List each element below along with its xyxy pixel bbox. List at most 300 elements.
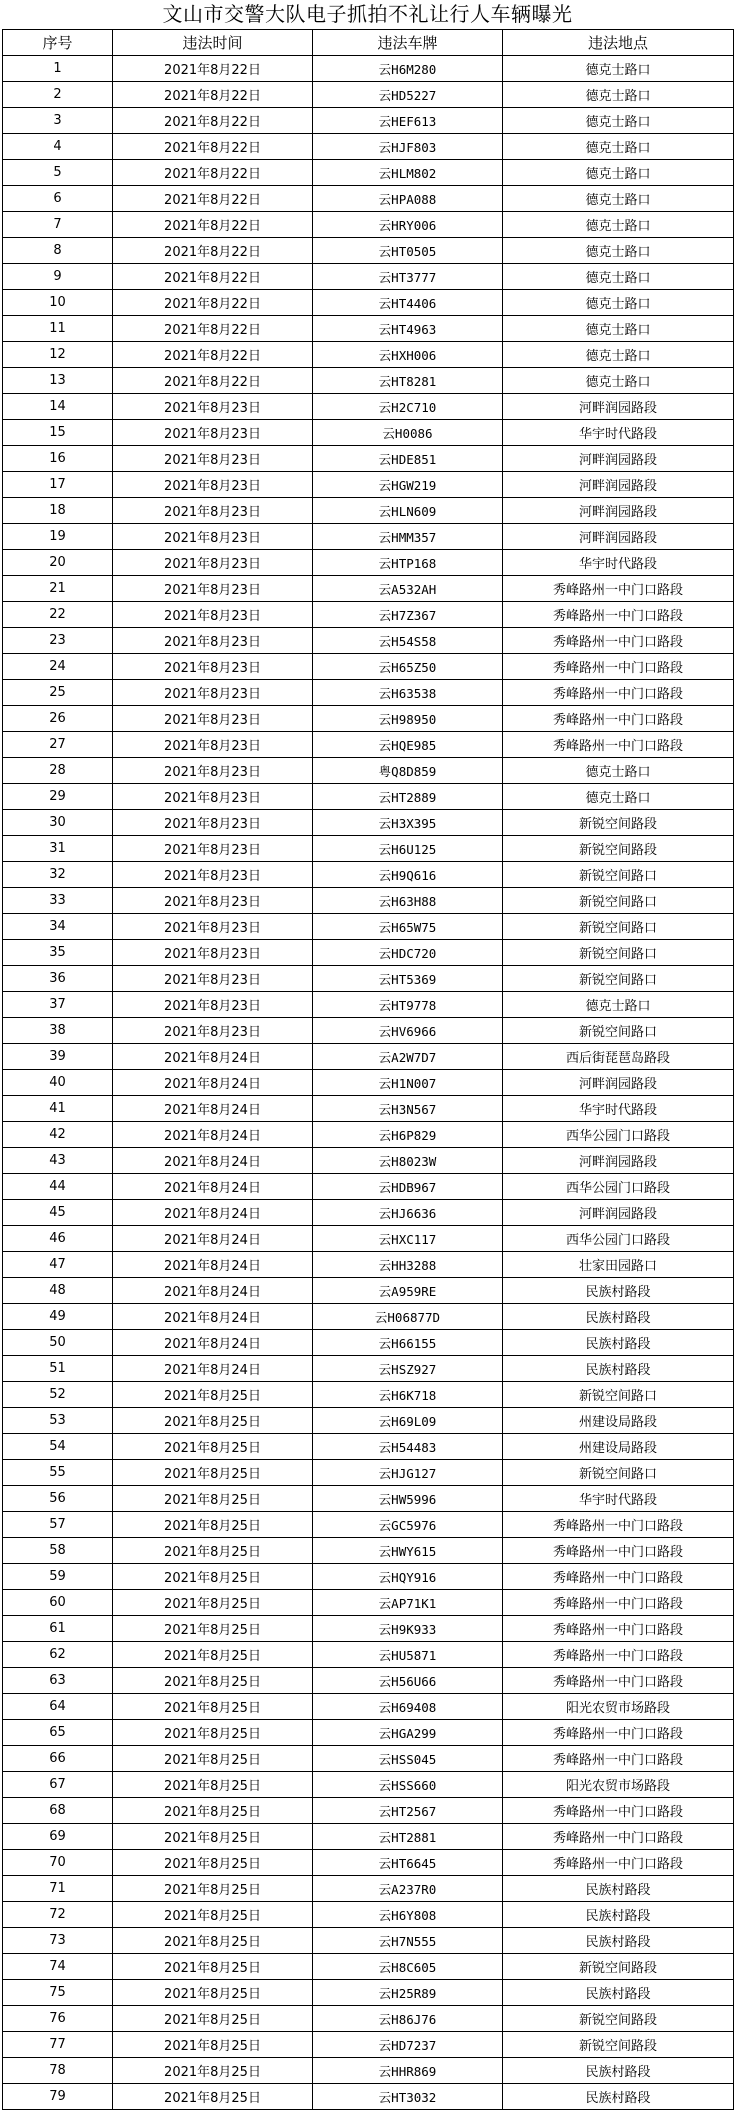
cell-plate: 云HTP168 bbox=[313, 550, 503, 576]
cell-plate: 云HJF803 bbox=[313, 134, 503, 160]
cell-seq: 50 bbox=[3, 1330, 113, 1356]
cell-time: 2021年8月23日 bbox=[113, 550, 313, 576]
cell-location: 壮家田园路口 bbox=[503, 1252, 734, 1278]
cell-seq: 17 bbox=[3, 472, 113, 498]
table-row bbox=[3, 1252, 734, 1278]
cell-seq: 6 bbox=[3, 186, 113, 212]
cell-time: 2021年8月25日 bbox=[113, 1408, 313, 1434]
table-row bbox=[3, 134, 734, 160]
cell-plate: 云HJG127 bbox=[313, 1460, 503, 1486]
table-row bbox=[3, 420, 734, 446]
cell-time: 2021年8月25日 bbox=[113, 1486, 313, 1512]
cell-seq: 28 bbox=[3, 758, 113, 784]
cell-seq: 54 bbox=[3, 1434, 113, 1460]
cell-seq: 11 bbox=[3, 316, 113, 342]
table-row bbox=[3, 498, 734, 524]
cell-time: 2021年8月23日 bbox=[113, 654, 313, 680]
cell-time: 2021年8月23日 bbox=[113, 732, 313, 758]
cell-location: 秀峰路州一中门口路段 bbox=[503, 602, 734, 628]
cell-time: 2021年8月25日 bbox=[113, 1902, 313, 1928]
cell-plate: 云H98950 bbox=[313, 706, 503, 732]
table-row bbox=[3, 1616, 734, 1642]
cell-plate: 云HQY916 bbox=[313, 1564, 503, 1590]
cell-time: 2021年8月25日 bbox=[113, 2006, 313, 2032]
table-row bbox=[3, 186, 734, 212]
header-location: 违法地点 bbox=[503, 30, 734, 56]
cell-location: 德克士路口 bbox=[503, 316, 734, 342]
cell-plate: 云H8C605 bbox=[313, 1954, 503, 1980]
table-row bbox=[3, 2032, 734, 2058]
cell-location: 西华公园门口路段 bbox=[503, 1226, 734, 1252]
cell-seq: 15 bbox=[3, 420, 113, 446]
cell-seq: 34 bbox=[3, 914, 113, 940]
cell-location: 阳光农贸市场路段 bbox=[503, 1772, 734, 1798]
cell-location: 民族村路段 bbox=[503, 2084, 734, 2110]
cell-plate: 云HPA088 bbox=[313, 186, 503, 212]
cell-time: 2021年8月22日 bbox=[113, 238, 313, 264]
cell-time: 2021年8月23日 bbox=[113, 576, 313, 602]
cell-plate: 云HRY006 bbox=[313, 212, 503, 238]
cell-plate: 云HDB967 bbox=[313, 1174, 503, 1200]
table-row bbox=[3, 1720, 734, 1746]
table-row bbox=[3, 1746, 734, 1772]
cell-plate: 云HJ6636 bbox=[313, 1200, 503, 1226]
cell-time: 2021年8月25日 bbox=[113, 1980, 313, 2006]
cell-plate: 云HT2889 bbox=[313, 784, 503, 810]
cell-time: 2021年8月22日 bbox=[113, 160, 313, 186]
cell-plate: 云HT5369 bbox=[313, 966, 503, 992]
cell-seq: 7 bbox=[3, 212, 113, 238]
cell-time: 2021年8月22日 bbox=[113, 316, 313, 342]
cell-location: 新锐空间路口 bbox=[503, 862, 734, 888]
cell-seq: 53 bbox=[3, 1408, 113, 1434]
cell-location: 秀峰路州一中门口路段 bbox=[503, 1564, 734, 1590]
cell-time: 2021年8月25日 bbox=[113, 1590, 313, 1616]
table-row bbox=[3, 394, 734, 420]
cell-seq: 27 bbox=[3, 732, 113, 758]
cell-plate: 云HT4406 bbox=[313, 290, 503, 316]
cell-time: 2021年8月22日 bbox=[113, 186, 313, 212]
cell-plate: 云H65Z50 bbox=[313, 654, 503, 680]
cell-location: 秀峰路州一中门口路段 bbox=[503, 1720, 734, 1746]
table-row bbox=[3, 1850, 734, 1876]
table-row bbox=[3, 1096, 734, 1122]
cell-location: 民族村路段 bbox=[503, 1356, 734, 1382]
cell-time: 2021年8月25日 bbox=[113, 1538, 313, 1564]
cell-time: 2021年8月25日 bbox=[113, 1382, 313, 1408]
cell-location: 秀峰路州一中门口路段 bbox=[503, 1850, 734, 1876]
cell-location: 德克士路口 bbox=[503, 186, 734, 212]
cell-time: 2021年8月23日 bbox=[113, 446, 313, 472]
table-row bbox=[3, 732, 734, 758]
cell-time: 2021年8月24日 bbox=[113, 1330, 313, 1356]
cell-plate: 云HT9778 bbox=[313, 992, 503, 1018]
cell-seq: 41 bbox=[3, 1096, 113, 1122]
cell-time: 2021年8月23日 bbox=[113, 628, 313, 654]
table-row bbox=[3, 1772, 734, 1798]
table-row bbox=[3, 56, 734, 82]
cell-time: 2021年8月25日 bbox=[113, 1434, 313, 1460]
cell-location: 德克士路口 bbox=[503, 784, 734, 810]
cell-time: 2021年8月22日 bbox=[113, 264, 313, 290]
cell-time: 2021年8月25日 bbox=[113, 1564, 313, 1590]
cell-plate: 云H9Q616 bbox=[313, 862, 503, 888]
cell-time: 2021年8月23日 bbox=[113, 810, 313, 836]
cell-plate: 云HHR869 bbox=[313, 2058, 503, 2084]
cell-location: 州建设局路段 bbox=[503, 1434, 734, 1460]
cell-plate: 粤Q8D859 bbox=[313, 758, 503, 784]
cell-time: 2021年8月24日 bbox=[113, 1226, 313, 1252]
cell-time: 2021年8月23日 bbox=[113, 498, 313, 524]
cell-time: 2021年8月22日 bbox=[113, 290, 313, 316]
cell-seq: 72 bbox=[3, 1902, 113, 1928]
cell-time: 2021年8月25日 bbox=[113, 1928, 313, 1954]
cell-plate: 云HGW219 bbox=[313, 472, 503, 498]
cell-location: 新锐空间路口 bbox=[503, 1382, 734, 1408]
cell-plate: 云HT3777 bbox=[313, 264, 503, 290]
cell-location: 秀峰路州一中门口路段 bbox=[503, 706, 734, 732]
cell-plate: 云H54483 bbox=[313, 1434, 503, 1460]
cell-seq: 23 bbox=[3, 628, 113, 654]
cell-location: 德克士路口 bbox=[503, 758, 734, 784]
cell-location: 民族村路段 bbox=[503, 1330, 734, 1356]
cell-seq: 68 bbox=[3, 1798, 113, 1824]
table-row bbox=[3, 316, 734, 342]
header-row bbox=[3, 30, 734, 56]
cell-location: 新锐空间路口 bbox=[503, 966, 734, 992]
cell-seq: 1 bbox=[3, 56, 113, 82]
table-row bbox=[3, 1694, 734, 1720]
table-row bbox=[3, 966, 734, 992]
cell-location: 秀峰路州一中门口路段 bbox=[503, 576, 734, 602]
cell-location: 秀峰路州一中门口路段 bbox=[503, 1668, 734, 1694]
cell-location: 西华公园门口路段 bbox=[503, 1122, 734, 1148]
cell-location: 河畔润园路段 bbox=[503, 1070, 734, 1096]
cell-time: 2021年8月25日 bbox=[113, 2084, 313, 2110]
cell-plate: 云H56U66 bbox=[313, 1668, 503, 1694]
cell-time: 2021年8月23日 bbox=[113, 862, 313, 888]
cell-time: 2021年8月24日 bbox=[113, 1122, 313, 1148]
cell-location: 华宇时代路段 bbox=[503, 420, 734, 446]
cell-seq: 49 bbox=[3, 1304, 113, 1330]
cell-seq: 32 bbox=[3, 862, 113, 888]
cell-seq: 62 bbox=[3, 1642, 113, 1668]
cell-time: 2021年8月24日 bbox=[113, 1096, 313, 1122]
table-row bbox=[3, 1590, 734, 1616]
cell-seq: 38 bbox=[3, 1018, 113, 1044]
table-row bbox=[3, 524, 734, 550]
cell-plate: 云HT2567 bbox=[313, 1798, 503, 1824]
cell-location: 新锐空间路段 bbox=[503, 810, 734, 836]
cell-plate: 云H9K933 bbox=[313, 1616, 503, 1642]
table-row bbox=[3, 1226, 734, 1252]
cell-seq: 16 bbox=[3, 446, 113, 472]
table-row bbox=[3, 1122, 734, 1148]
cell-time: 2021年8月25日 bbox=[113, 1642, 313, 1668]
cell-time: 2021年8月23日 bbox=[113, 966, 313, 992]
table-row bbox=[3, 914, 734, 940]
table-row bbox=[3, 1382, 734, 1408]
cell-seq: 31 bbox=[3, 836, 113, 862]
cell-time: 2021年8月24日 bbox=[113, 1044, 313, 1070]
cell-location: 阳光农贸市场路段 bbox=[503, 1694, 734, 1720]
cell-seq: 51 bbox=[3, 1356, 113, 1382]
cell-time: 2021年8月23日 bbox=[113, 602, 313, 628]
cell-time: 2021年8月22日 bbox=[113, 342, 313, 368]
cell-plate: 云HU5871 bbox=[313, 1642, 503, 1668]
table-row bbox=[3, 1278, 734, 1304]
table-row bbox=[3, 1486, 734, 1512]
cell-seq: 52 bbox=[3, 1382, 113, 1408]
cell-plate: 云A2W7D7 bbox=[313, 1044, 503, 1070]
table-row bbox=[3, 1668, 734, 1694]
cell-plate: 云A237R0 bbox=[313, 1876, 503, 1902]
cell-seq: 71 bbox=[3, 1876, 113, 1902]
cell-seq: 76 bbox=[3, 2006, 113, 2032]
cell-location: 华宇时代路段 bbox=[503, 1096, 734, 1122]
table-row bbox=[3, 628, 734, 654]
cell-seq: 48 bbox=[3, 1278, 113, 1304]
cell-seq: 2 bbox=[3, 82, 113, 108]
cell-seq: 67 bbox=[3, 1772, 113, 1798]
cell-location: 秀峰路州一中门口路段 bbox=[503, 1590, 734, 1616]
table-row bbox=[3, 1460, 734, 1486]
table-row bbox=[3, 472, 734, 498]
cell-seq: 78 bbox=[3, 2058, 113, 2084]
cell-time: 2021年8月25日 bbox=[113, 1460, 313, 1486]
cell-plate: 云H25R89 bbox=[313, 1980, 503, 2006]
cell-location: 华宇时代路段 bbox=[503, 1486, 734, 1512]
cell-time: 2021年8月25日 bbox=[113, 1772, 313, 1798]
cell-location: 河畔润园路段 bbox=[503, 446, 734, 472]
cell-time: 2021年8月23日 bbox=[113, 394, 313, 420]
cell-seq: 63 bbox=[3, 1668, 113, 1694]
cell-time: 2021年8月23日 bbox=[113, 680, 313, 706]
cell-plate: 云A532AH bbox=[313, 576, 503, 602]
cell-seq: 20 bbox=[3, 550, 113, 576]
header-seq: 序号 bbox=[3, 30, 113, 56]
table-row bbox=[3, 1928, 734, 1954]
cell-plate: 云HT6645 bbox=[313, 1850, 503, 1876]
table-row bbox=[3, 1304, 734, 1330]
table-row bbox=[3, 2084, 734, 2110]
cell-seq: 18 bbox=[3, 498, 113, 524]
cell-time: 2021年8月22日 bbox=[113, 212, 313, 238]
cell-seq: 22 bbox=[3, 602, 113, 628]
table-row bbox=[3, 2058, 734, 2084]
cell-time: 2021年8月23日 bbox=[113, 784, 313, 810]
cell-location: 新锐空间路段 bbox=[503, 2032, 734, 2058]
cell-plate: 云H63H88 bbox=[313, 888, 503, 914]
cell-location: 华宇时代路段 bbox=[503, 550, 734, 576]
cell-seq: 13 bbox=[3, 368, 113, 394]
cell-seq: 29 bbox=[3, 784, 113, 810]
cell-location: 新锐空间路口 bbox=[503, 940, 734, 966]
table-row bbox=[3, 1356, 734, 1382]
cell-plate: 云H06877D bbox=[313, 1304, 503, 1330]
cell-plate: 云H63538 bbox=[313, 680, 503, 706]
cell-seq: 5 bbox=[3, 160, 113, 186]
cell-location: 德克士路口 bbox=[503, 290, 734, 316]
cell-location: 民族村路段 bbox=[503, 1304, 734, 1330]
cell-seq: 66 bbox=[3, 1746, 113, 1772]
cell-seq: 43 bbox=[3, 1148, 113, 1174]
cell-time: 2021年8月22日 bbox=[113, 82, 313, 108]
cell-location: 秀峰路州一中门口路段 bbox=[503, 1616, 734, 1642]
table-row bbox=[3, 1174, 734, 1200]
cell-location: 西后街琵琶岛路段 bbox=[503, 1044, 734, 1070]
cell-seq: 39 bbox=[3, 1044, 113, 1070]
cell-time: 2021年8月23日 bbox=[113, 1018, 313, 1044]
cell-plate: 云H66155 bbox=[313, 1330, 503, 1356]
cell-time: 2021年8月25日 bbox=[113, 1746, 313, 1772]
cell-seq: 55 bbox=[3, 1460, 113, 1486]
cell-plate: 云H6P829 bbox=[313, 1122, 503, 1148]
cell-seq: 69 bbox=[3, 1824, 113, 1850]
cell-plate: 云H6M280 bbox=[313, 56, 503, 82]
cell-seq: 70 bbox=[3, 1850, 113, 1876]
cell-plate: 云H86J76 bbox=[313, 2006, 503, 2032]
cell-location: 民族村路段 bbox=[503, 1876, 734, 1902]
cell-plate: 云HT2881 bbox=[313, 1824, 503, 1850]
cell-plate: 云HXH006 bbox=[313, 342, 503, 368]
cell-location: 秀峰路州一中门口路段 bbox=[503, 1824, 734, 1850]
cell-seq: 56 bbox=[3, 1486, 113, 1512]
cell-seq: 19 bbox=[3, 524, 113, 550]
cell-seq: 24 bbox=[3, 654, 113, 680]
cell-plate: 云HDE851 bbox=[313, 446, 503, 472]
cell-location: 新锐空间路口 bbox=[503, 1018, 734, 1044]
table-header bbox=[3, 30, 734, 56]
cell-location: 德克士路口 bbox=[503, 212, 734, 238]
table-row bbox=[3, 836, 734, 862]
table-row bbox=[3, 940, 734, 966]
cell-seq: 42 bbox=[3, 1122, 113, 1148]
table-row bbox=[3, 1876, 734, 1902]
cell-time: 2021年8月23日 bbox=[113, 836, 313, 862]
cell-time: 2021年8月25日 bbox=[113, 1616, 313, 1642]
table-row bbox=[3, 1824, 734, 1850]
table-row bbox=[3, 784, 734, 810]
cell-plate: 云H69L09 bbox=[313, 1408, 503, 1434]
cell-seq: 30 bbox=[3, 810, 113, 836]
cell-time: 2021年8月25日 bbox=[113, 2032, 313, 2058]
cell-time: 2021年8月22日 bbox=[113, 56, 313, 82]
cell-time: 2021年8月24日 bbox=[113, 1356, 313, 1382]
cell-plate: 云H2C710 bbox=[313, 394, 503, 420]
cell-seq: 61 bbox=[3, 1616, 113, 1642]
cell-plate: 云HWY615 bbox=[313, 1538, 503, 1564]
cell-location: 州建设局路段 bbox=[503, 1408, 734, 1434]
cell-plate: 云AP71K1 bbox=[313, 1590, 503, 1616]
table-row bbox=[3, 368, 734, 394]
table-row bbox=[3, 82, 734, 108]
cell-location: 河畔润园路段 bbox=[503, 498, 734, 524]
table-row bbox=[3, 1200, 734, 1226]
cell-plate: 云H6U125 bbox=[313, 836, 503, 862]
table-row bbox=[3, 576, 734, 602]
cell-time: 2021年8月23日 bbox=[113, 420, 313, 446]
cell-time: 2021年8月25日 bbox=[113, 2058, 313, 2084]
cell-location: 德克士路口 bbox=[503, 264, 734, 290]
cell-location: 河畔润园路段 bbox=[503, 1148, 734, 1174]
cell-plate: 云H8023W bbox=[313, 1148, 503, 1174]
cell-time: 2021年8月24日 bbox=[113, 1252, 313, 1278]
cell-plate: 云H54S58 bbox=[313, 628, 503, 654]
cell-seq: 3 bbox=[3, 108, 113, 134]
table-row bbox=[3, 992, 734, 1018]
document-title: 文山市交警大队电子抓拍不礼让行人车辆曝光 bbox=[162, 2, 573, 26]
cell-seq: 57 bbox=[3, 1512, 113, 1538]
table-row bbox=[3, 290, 734, 316]
cell-location: 新锐空间路段 bbox=[503, 2006, 734, 2032]
cell-seq: 46 bbox=[3, 1226, 113, 1252]
cell-location: 河畔润园路段 bbox=[503, 472, 734, 498]
cell-plate: 云HLM802 bbox=[313, 160, 503, 186]
table-row bbox=[3, 160, 734, 186]
cell-location: 民族村路段 bbox=[503, 1980, 734, 2006]
cell-location: 民族村路段 bbox=[503, 2058, 734, 2084]
cell-plate: 云H1N007 bbox=[313, 1070, 503, 1096]
cell-location: 德克士路口 bbox=[503, 160, 734, 186]
cell-seq: 60 bbox=[3, 1590, 113, 1616]
cell-seq: 25 bbox=[3, 680, 113, 706]
cell-seq: 65 bbox=[3, 1720, 113, 1746]
table-row bbox=[3, 1642, 734, 1668]
header-time: 违法时间 bbox=[113, 30, 313, 56]
cell-time: 2021年8月25日 bbox=[113, 1512, 313, 1538]
cell-seq: 73 bbox=[3, 1928, 113, 1954]
cell-plate: 云HT8281 bbox=[313, 368, 503, 394]
table-row bbox=[3, 888, 734, 914]
cell-plate: 云HW5996 bbox=[313, 1486, 503, 1512]
table-row bbox=[3, 1512, 734, 1538]
cell-seq: 40 bbox=[3, 1070, 113, 1096]
cell-seq: 10 bbox=[3, 290, 113, 316]
cell-time: 2021年8月25日 bbox=[113, 1954, 313, 1980]
cell-time: 2021年8月25日 bbox=[113, 1694, 313, 1720]
table-row bbox=[3, 1902, 734, 1928]
cell-location: 秀峰路州一中门口路段 bbox=[503, 628, 734, 654]
cell-location: 德克士路口 bbox=[503, 134, 734, 160]
table-row bbox=[3, 238, 734, 264]
cell-plate: 云HDC720 bbox=[313, 940, 503, 966]
cell-location: 西华公园门口路段 bbox=[503, 1174, 734, 1200]
cell-plate: 云HQE985 bbox=[313, 732, 503, 758]
cell-time: 2021年8月22日 bbox=[113, 134, 313, 160]
table-row bbox=[3, 602, 734, 628]
table-row bbox=[3, 758, 734, 784]
cell-seq: 36 bbox=[3, 966, 113, 992]
cell-plate: 云H3X395 bbox=[313, 810, 503, 836]
cell-plate: 云H69408 bbox=[313, 1694, 503, 1720]
cell-time: 2021年8月25日 bbox=[113, 1720, 313, 1746]
cell-time: 2021年8月23日 bbox=[113, 914, 313, 940]
cell-seq: 4 bbox=[3, 134, 113, 160]
cell-location: 秀峰路州一中门口路段 bbox=[503, 1642, 734, 1668]
cell-plate: 云HEF613 bbox=[313, 108, 503, 134]
cell-location: 河畔润园路段 bbox=[503, 524, 734, 550]
table-row bbox=[3, 706, 734, 732]
table-row bbox=[3, 1018, 734, 1044]
table-row bbox=[3, 1564, 734, 1590]
table-row bbox=[3, 1980, 734, 2006]
cell-time: 2021年8月22日 bbox=[113, 108, 313, 134]
cell-seq: 58 bbox=[3, 1538, 113, 1564]
cell-location: 新锐空间路段 bbox=[503, 1954, 734, 1980]
cell-time: 2021年8月23日 bbox=[113, 524, 313, 550]
cell-seq: 12 bbox=[3, 342, 113, 368]
